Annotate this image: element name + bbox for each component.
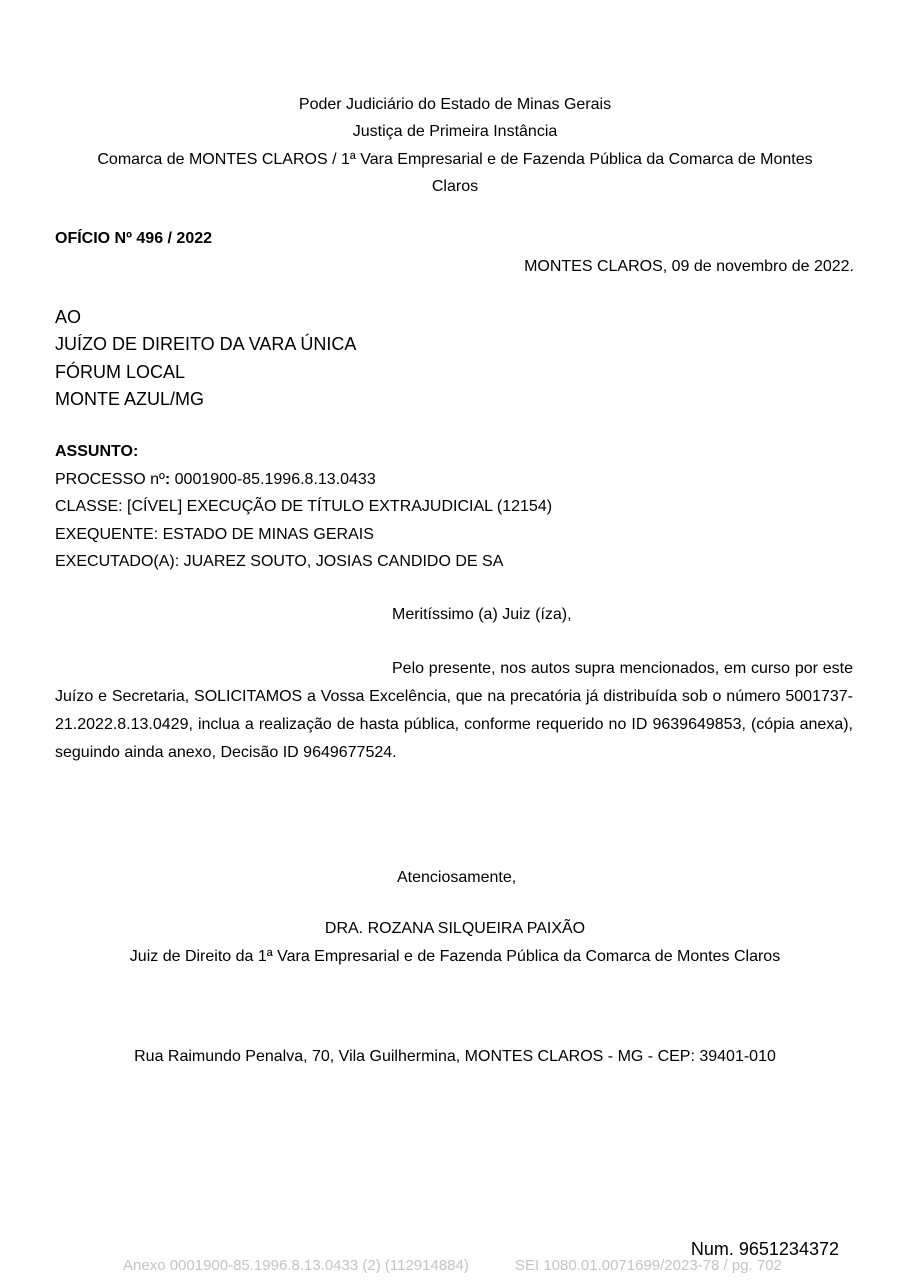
stamp-sei: SEI 1080.01.0071699/2023-78 / pg. 702 [515, 1257, 782, 1274]
document-date: MONTES CLAROS, 09 de novembro de 2022. [524, 258, 854, 275]
stamp-annex: Anexo 0001900-85.1996.8.13.0433 (2) (112914884) [123, 1257, 469, 1274]
header-instance: Justiça de Primeira Instância [352, 123, 558, 140]
salutation: Meritíssimo (a) Juiz (íza), [392, 606, 572, 623]
header-comarca-cont: Claros [431, 178, 479, 195]
body-text: Pelo presente, nos autos supra mencionados, em curso por este Juízo e Secretaria, SOLICITAMOS a Vossa Excelência, que na precatória já distribuída sob o número 5001737-21.2022.8.13.0429, inclua a realização de hasta pública, conforme requerido no ID 9639649853, (cópia anexa), seguindo ainda anexo, Decisão ID 9649677524. [55, 660, 853, 761]
addressee-line-2: JUÍZO DE DIREITO DA VARA ÚNICA [55, 334, 357, 354]
header-court: Poder Judiciário do Estado de Minas Gerais [298, 96, 612, 113]
processo-value: 0001900-85.1996.8.13.0433 [170, 471, 376, 488]
body-paragraph [55, 655, 853, 767]
signature-name: DRA. ROZANA SILQUEIRA PAIXÃO [324, 920, 586, 937]
closing: Atenciosamente, [397, 869, 517, 886]
signature-title: Juiz de Direito da 1ª Vara Empresarial e de Fazenda Pública da Comarca de Montes Claros [129, 948, 781, 965]
subject-heading: ASSUNTO: [55, 443, 139, 460]
subject-executado: EXECUTADO(A): JUAREZ SOUTO, JOSIAS CANDIDO DE SA [55, 553, 504, 570]
subject-exequente: EXEQUENTE: ESTADO DE MINAS GERAIS [55, 526, 374, 543]
header-comarca: Comarca de MONTES CLAROS / 1ª Vara Empresarial e de Fazenda Pública da Comarca de Montes [97, 151, 813, 168]
document-number: Num. 9651234372 [690, 1239, 839, 1259]
footer-address: Rua Raimundo Penalva, 70, Vila Guilhermina, MONTES CLAROS - MG - CEP: 39401-010 [134, 1048, 776, 1065]
subject-classe: CLASSE: [CÍVEL] EXECUÇÃO DE TÍTULO EXTRAJUDICIAL (12154) [55, 498, 553, 515]
processo-colon: : [164, 471, 171, 488]
processo-label: PROCESSO nº [55, 471, 165, 488]
oficio-number: OFÍCIO Nº 496 / 2022 [55, 230, 213, 247]
subject-processo [55, 466, 376, 494]
addressee-line-3: FÓRUM LOCAL [55, 362, 186, 382]
addressee-line-1: AO [55, 307, 82, 327]
addressee-line-4: MONTE AZUL/MG [55, 389, 205, 409]
